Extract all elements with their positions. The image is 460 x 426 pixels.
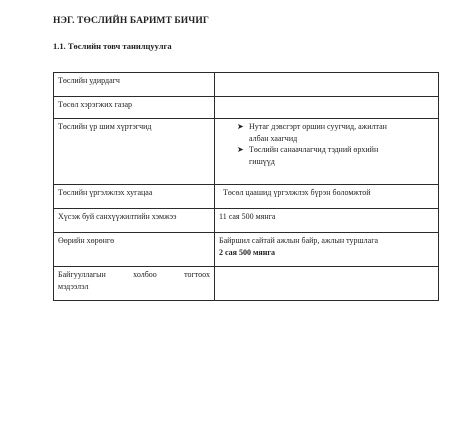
own-capital-amount: 2 сая 500 мянга — [219, 247, 275, 257]
project-summary-table — [53, 72, 439, 301]
row-value-project-leader — [215, 73, 439, 97]
row-label-project-leader: Төслийн удирдагч — [54, 73, 215, 97]
row-label-beneficiaries: Төслийн үр шим хүртэгчид — [54, 119, 215, 185]
contact-label-word: Байгууллагын — [58, 270, 106, 279]
bullet-item — [237, 144, 434, 167]
row-value-contact — [215, 267, 439, 301]
row-label-duration: Төслийн үргэлжлэх хугацаа — [54, 185, 215, 209]
row-value-location — [215, 97, 439, 119]
table-row — [54, 73, 439, 97]
table-row — [54, 209, 439, 233]
row-label-own-capital: Өөрийн хөрөнгө — [54, 233, 215, 267]
table-row — [54, 267, 439, 301]
bullet-text: албан хаагчид — [249, 133, 298, 143]
contact-label-word: холбоо — [133, 270, 157, 279]
bullet-text: гишүүд — [249, 156, 275, 166]
section-heading: НЭГ. ТӨСЛИЙН БАРИМТ БИЧИГ — [53, 16, 209, 26]
contact-label-line2: мэдээлэл — [58, 281, 89, 291]
row-label-funding: Хүсэж буй санхүүжилтийн хэмжээ — [54, 209, 215, 233]
row-value-beneficiaries — [215, 119, 439, 185]
own-capital-text: Байршил сайтай ажлын байр, ажлын туршлага — [219, 236, 379, 245]
row-label-location: Төсөл хэрэгжих газар — [54, 97, 215, 119]
arrow-bullet-icon: ➤ — [237, 145, 244, 155]
row-value-funding: 11 сая 500 мянга — [215, 209, 439, 233]
row-value-own-capital — [215, 233, 439, 267]
bullet-text: Төслийн санаачлагчид тэдний өрхийн — [249, 145, 379, 155]
bullet-item — [237, 121, 434, 144]
subsection-heading: 1.1. Төслийн товч танилцуулга — [53, 41, 172, 51]
row-value-duration: Төсөл цаашид үргэлжлэх бүрэн боломжтой — [215, 185, 439, 209]
contact-label-word: тогтоох — [184, 270, 210, 279]
table-row — [54, 233, 439, 267]
table-row — [54, 97, 439, 119]
table-row — [54, 185, 439, 209]
row-label-contact — [54, 267, 215, 301]
arrow-bullet-icon: ➤ — [237, 122, 244, 131]
table-row — [54, 119, 439, 185]
bullet-text: Нутаг дэвсгэрт оршин суугчид, ажилтан — [249, 122, 387, 131]
